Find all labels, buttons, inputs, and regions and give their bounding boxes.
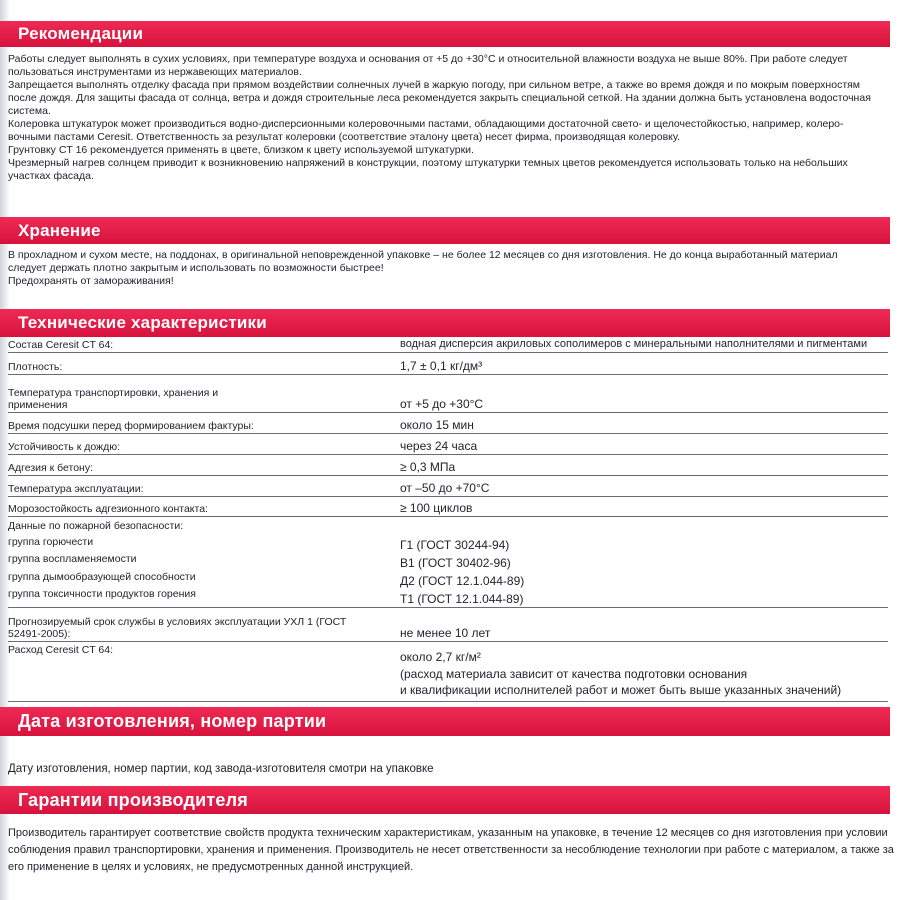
fire-item-value: В1 (ГОСТ 30402-96) [400,556,511,570]
text-line: Грунтовку CT 16 рекомендуется применять в цвете, близком к цвету используемой штукатурки. [8,144,474,156]
spec-value: от –50 до +70°С [398,476,888,497]
spec-row [8,434,888,455]
fire-item-key: группа горючести [8,536,94,548]
recommendations-header [0,21,890,47]
spec-value: 1,7 ± 0,1 кг/дм³ [398,353,888,375]
spec-row [8,337,888,353]
fire-safety-title: Данные по пожарной безопасности: [8,520,184,532]
storage-title: Хранение [18,220,101,240]
spec-row [8,353,888,375]
spec-row [8,476,888,497]
spec-value: около 15 мин [398,413,888,434]
fire-safety-row [8,517,888,608]
date-header [0,707,890,736]
consumption-value: около 2,7 кг/м² [400,650,481,664]
spec-key: Морозостойкость адгезионного контакта: [8,497,398,517]
spec-key: Прогнозируемый срок службы в условиях эксплуатации УХЛ 1 (ГОСТ 52491-2005): [8,608,398,642]
warranty-text [8,825,894,876]
spec-key: Температура эксплуатации: [8,476,398,497]
fire-item-key: группа воспламеняемости [8,553,137,565]
recommendations-text [8,53,888,183]
text-line: Производитель гарантирует соответствие свойств продукта техническим характеристикам, указанным на упаковке, в течение 12 месяцев со дня изготовления при условии [8,827,888,839]
text-line: пользоваться инструментами из нержавеющих материалов. [8,66,302,78]
tech-specs-table [8,337,888,702]
text-line: Запрещается выполнять отделку фасада при прямом воздействии солнечных лучей в жаркую погоду, при сильном ветре, а также во время дождя и по мокрым поверхностям [8,79,861,91]
text-line: его применение в целях и условиях, не предусмотренных данной инструкцией. [8,861,414,873]
consumption-row [8,642,888,702]
spec-key: Состав Ceresit CT 64: [8,337,398,353]
spec-row [8,455,888,476]
spec-value: не менее 10 лет [398,608,888,642]
fire-item-key: группа токсичности продуктов горения [8,588,196,600]
text-line: соблюдения правил транспортировки, хранения и применения. Производитель не несет ответственности за несоблюдение технологии при работе с материалом, а также за [8,844,894,856]
fire-safety-values [398,517,888,608]
spec-key: Плотность: [8,353,398,375]
spec-value: ≥ 0,3 МПа [398,455,888,476]
text-line: участках фасада. [8,170,94,182]
consumption-values [398,642,888,702]
spec-row [8,375,888,413]
spec-value: от +5 до +30°С [398,375,888,413]
warranty-title: Гарантии производителя [18,789,248,810]
consumption-note: и квалификации исполнителей работ и может быть выше указанных значений) [400,683,842,697]
recommendations-title: Рекомендации [18,24,144,43]
spec-value: через 24 часа [398,434,888,455]
text-line: система. [8,105,51,117]
spec-row [8,497,888,517]
fire-item-value: Д2 (ГОСТ 12.1.044-89) [400,574,525,588]
spec-row [8,608,888,642]
text-line: вочными пастами Ceresit. Ответственность за результат колеровки (соответствие эталону цвета) несет фирма, производящая колеровку. [8,131,680,143]
storage-text [8,249,888,288]
tech-title: Технические характеристики [18,313,267,332]
consumption-note: (расход материала зависит от качества подготовки основания [400,667,748,681]
spec-key: Адгезия к бетону: [8,455,398,476]
text-line: следует держать плотно закрытым и использовать по возможности быстрее! [8,262,384,274]
text-line: Чрезмерный нагрев солнцем приводит к возникновению напряжений в конструкции, поэтому штукатурки темных цветов рекомендуется использовать только на небольших [8,157,848,169]
storage-header [0,217,890,244]
fire-item-value: Т1 (ГОСТ 12.1.044-89) [400,592,524,606]
tech-header [0,309,890,337]
date-text [8,762,888,777]
text-line: Предохранять от замораживания! [8,275,174,287]
spec-value: ≥ 100 циклов [398,497,888,517]
spec-key: Устойчивость к дождю: [8,434,398,455]
spec-key: Время подсушки перед формированием фактуры: [8,413,398,434]
spec-row [8,413,888,434]
warranty-header [0,786,890,814]
spec-value: водная дисперсия акриловых сополимеров с минеральными наполнителями и пигментами [398,337,888,353]
fire-safety-keys [8,517,398,608]
text-line: после дождя. Для защиты фасада от солнца, ветра и дождя строительные леса рекомендуется закрыть специальной сеткой. На здании должна быть установлена водосточная [8,92,871,104]
text-line: Работы следует выполнять в сухих условиях, при температуре воздуха и основания от +5 до +30°С и относительной влажности воздуха не выше 80%. При работе следует [8,53,848,65]
fire-item-key: группа дымообразующей способности [8,571,196,583]
spec-key: Расход Ceresit CT 64: [8,642,398,702]
text-line: В прохладном и сухом месте, на поддонах, в оригинальной неповрежденной упаковке – не более 12 месяцев со дня изготовления. Не до конца выработанный материал [8,249,838,261]
spec-key: Температура транспортировки, хранения и применения [8,375,398,413]
fire-item-value: Г1 (ГОСТ 30244-94) [400,538,510,552]
text-line: Дату изготовления, номер партии, код завода-изготовителя смотри на упаковке [8,763,434,775]
date-title: Дата изготовления, номер партии [18,711,327,731]
text-line: Колеровка штукатурок может производиться водно-дисперсионными колеровочными пастами, обладающими достаточной свето- и щелочестойкостью, например, колеро- [8,118,844,130]
